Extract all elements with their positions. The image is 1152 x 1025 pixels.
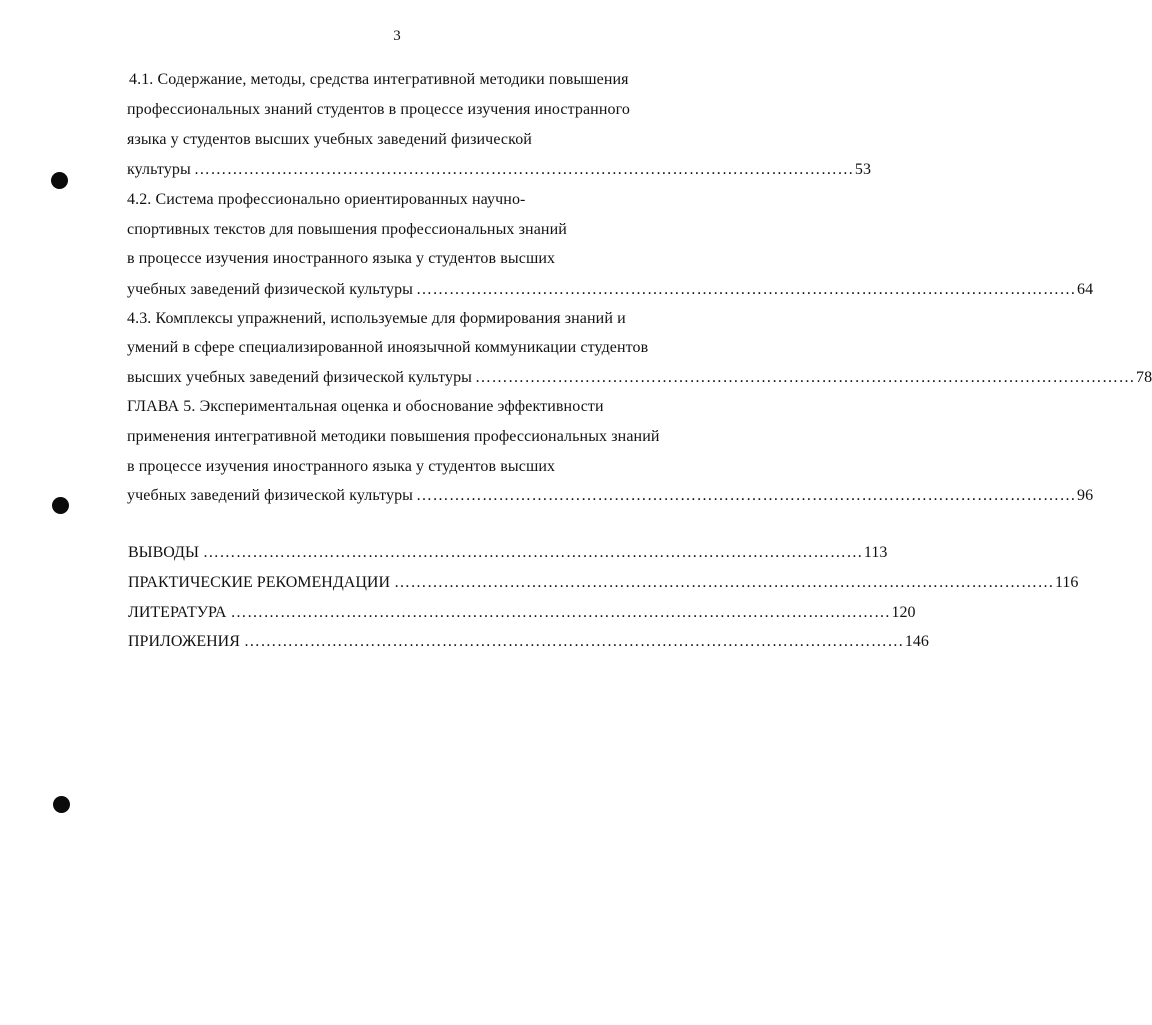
toc-4-1-line-1: 4.1. Содержание, методы, средства интегративной методики повышения	[129, 71, 629, 88]
toc-4-1-line-3: языка у студентов высших учебных заведений физической	[127, 131, 532, 148]
punch-hole-mark	[51, 172, 68, 189]
toc-4-2-line-2: спортивных текстов для повышения профессиональных знаний	[127, 221, 567, 238]
toc-recommendations[interactable]	[128, 573, 1079, 593]
dot-leader: …………………………………………………………………………………………………………	[202, 544, 863, 561]
toc-4-3-line-2: умений в сфере специализированной иноязычной коммуникации студентов	[127, 339, 649, 356]
toc-4-2-line-1: 4.2. Система профессионально ориентированных научно-	[127, 191, 526, 208]
page-number: 3	[393, 28, 401, 44]
toc-4-1-line-2: профессиональных знаний студентов в процессе изучения иностранного	[127, 101, 630, 118]
dot-leader: …………………………………………………………………………………………………………	[193, 161, 854, 178]
toc-4-1-tail-text: культуры	[127, 161, 191, 178]
toc-chapter-5-line-4[interactable]	[127, 486, 1094, 506]
dot-leader: …………………………………………………………………………………………………………	[394, 574, 1054, 591]
dot-leader: …………………………………………………………………………………………………………	[475, 369, 1136, 386]
punch-hole-mark	[52, 497, 69, 514]
toc-4-2-line-3: в процессе изучения иностранного языка у студентов высших	[127, 250, 556, 267]
toc-4-1-page: 53	[854, 161, 872, 178]
toc-literature[interactable]	[128, 603, 916, 623]
toc-chapter-5-page: 96	[1077, 487, 1094, 504]
toc-chapter-5-tail-text: учебных заведений физической культуры	[127, 487, 414, 504]
dot-leader: …………………………………………………………………………………………………………	[243, 633, 904, 650]
toc-conclusions-page: 113	[863, 544, 888, 561]
toc-4-3-page: 78	[1136, 369, 1152, 386]
punch-hole-mark	[53, 796, 70, 813]
toc-literature-title: ЛИТЕРАТУРА	[128, 604, 227, 621]
toc-chapter-5-line-2: применения интегративной методики повышения профессиональных знаний	[127, 428, 660, 445]
toc-chapter-5-line-3: в процессе изучения иностранного языка у студентов высших	[127, 458, 556, 475]
toc-chapter-5-line-1: ГЛАВА 5. Экспериментальная оценка и обоснование эффективности	[127, 398, 604, 415]
toc-appendices-page: 146	[904, 633, 929, 650]
toc-4-1-line-4[interactable]	[127, 160, 872, 180]
toc-4-3-line-3[interactable]	[127, 368, 1152, 388]
dot-leader: …………………………………………………………………………………………………………	[230, 604, 891, 621]
toc-conclusions[interactable]	[128, 543, 888, 563]
toc-recommendations-page: 116	[1055, 574, 1079, 591]
toc-recommendations-title: ПРАКТИЧЕСКИЕ РЕКОМЕНДАЦИИ	[128, 574, 390, 591]
toc-4-2-page: 64	[1077, 281, 1094, 298]
toc-4-2-tail-text: учебных заведений физической культуры	[127, 281, 414, 298]
toc-4-2-line-4[interactable]	[127, 280, 1094, 300]
toc-literature-page: 120	[891, 604, 916, 621]
dot-leader: …………………………………………………………………………………………………………	[416, 487, 1077, 504]
dot-leader: …………………………………………………………………………………………………………	[416, 281, 1077, 298]
toc-appendices[interactable]	[128, 632, 929, 652]
toc-appendices-title: ПРИЛОЖЕНИЯ	[128, 633, 240, 650]
toc-4-3-tail-text: высших учебных заведений физической культуры	[127, 369, 473, 386]
toc-4-3-line-1: 4.3. Комплексы упражнений, используемые для формирования знаний и	[127, 310, 626, 327]
toc-conclusions-title: ВЫВОДЫ	[128, 544, 199, 561]
